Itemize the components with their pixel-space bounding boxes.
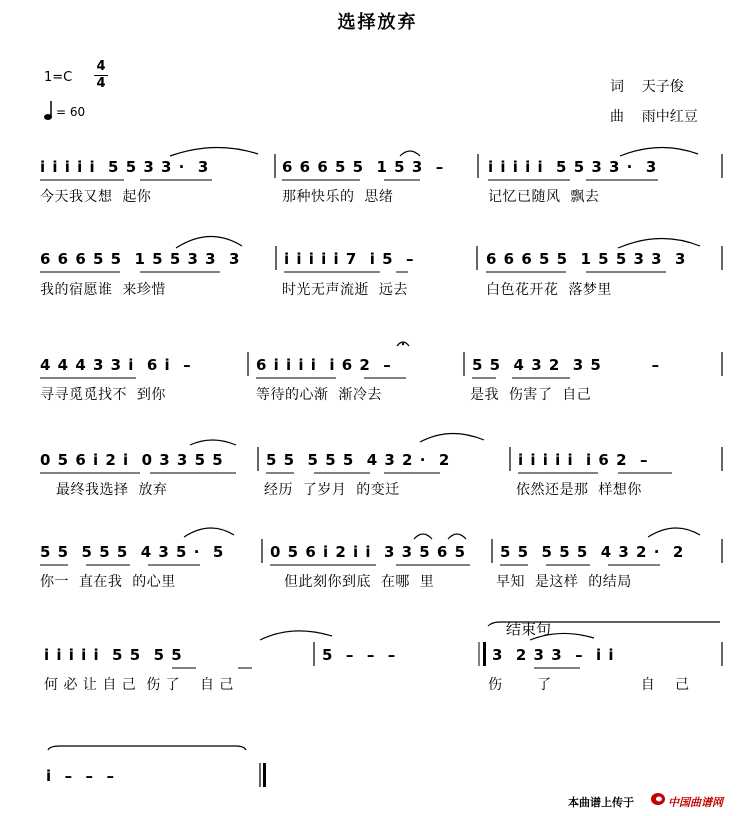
footer-brand: 中国曲谱网	[668, 796, 723, 809]
time-signature-bottom: 4	[96, 76, 106, 91]
notes-row3-bar3: 5 5 4 3 2 3 5 –	[472, 356, 661, 374]
notes-row3-bar1: 4 4 4 3 3 i 6 i –	[40, 356, 192, 374]
notes-row5-bar3: 5 5 5 5 5 4 3 2 · 2	[500, 543, 685, 561]
time-signature-top: 4	[96, 59, 106, 74]
slur	[448, 534, 466, 539]
slur	[620, 147, 698, 156]
lyrics-row5-bar1: 你一 直在我 的心里	[40, 574, 176, 590]
notes-row5-bar1: 5 5 5 5 5 4 3 5 · 5	[40, 543, 225, 561]
lyrics-row1-bar1: 今天我又想 起你	[40, 189, 152, 205]
lyrics-row4-bar3: 依然还是那 样想你	[516, 482, 642, 498]
lyrics-row1-bar2: 那种快乐的 思绪	[282, 189, 394, 205]
lyrics-row5-bar2: 但此刻你到底 在哪 里	[284, 574, 435, 590]
score-title: 选择放弃	[337, 12, 418, 33]
notes-row1-bar2: 6 6 6 5 5 1 5 3 –	[282, 158, 445, 176]
slur	[176, 236, 242, 248]
lyrics-row6-bar3: 伤 了 自 己	[488, 677, 690, 693]
key-signature: 1=C	[44, 70, 73, 85]
notes-row6-bar1: i i i i i 5 5 5 5	[44, 646, 183, 664]
lyrics-row1-bar3: 记忆已随风 飘去	[488, 189, 600, 205]
notes-row4-bar2: 5 5 5 5 5 4 3 2 · 2	[266, 451, 451, 469]
notes-row2-bar1: 6 6 6 5 5 1 5 5 3 3 3	[40, 250, 241, 268]
lyrics-row2-bar3: 白色花开花 落梦里	[486, 282, 612, 298]
slur	[170, 147, 258, 156]
composer-credit: 曲 雨中红豆	[610, 109, 698, 125]
notes-row2-bar3: 6 6 6 5 5 1 5 5 3 3 3	[486, 250, 687, 268]
notes-row4-bar1: 0 5 6 i 2 i 0 3 3 5 5	[40, 451, 224, 469]
ending-label: 结束句	[506, 620, 552, 638]
lyrics-row4-bar1: 最终我选择 放弃	[56, 482, 168, 498]
fermata-dot	[402, 343, 404, 345]
slur	[184, 528, 234, 537]
notes-row6-bar3: 3 2 3 3 – i i	[492, 646, 615, 664]
slur	[648, 528, 700, 537]
notes-row1-bar3: i i i i i 5 5 3 3 · 3	[488, 158, 658, 176]
slur	[414, 534, 432, 539]
lyrics-row6-bar1: 何 必 让 自 己 伤 了 自 己	[44, 677, 234, 693]
lyricist-credit: 词 天子俊	[610, 79, 684, 95]
notes-row1-bar1: i i i i i 5 5 3 3 · 3	[40, 158, 210, 176]
slur	[48, 746, 246, 750]
notes-row2-bar2: i i i i i 7 i 5 –	[284, 250, 415, 268]
lyrics-row5-bar3: 早知 是这样 的结局	[496, 574, 632, 590]
lyrics-row3-bar2: 等待的心渐 渐冷去	[256, 387, 382, 403]
lyrics-row2-bar1: 我的宿愿谁 来珍惜	[40, 282, 166, 298]
notes-row7-bar1: i – – –	[46, 767, 115, 785]
lyrics-row2-bar2: 时光无声流逝 远去	[282, 282, 408, 298]
lyrics-row3-bar1: 寻寻觅觅找不 到你	[40, 387, 166, 403]
notes-row4-bar3: i i i i i i 6 2 –	[518, 451, 649, 469]
notes-row5-bar2: 0 5 6 i 2 i i 3 3 5 6 5	[270, 543, 467, 561]
notes-row3-bar2: 6 i i i i i 6 2 –	[256, 356, 392, 374]
slur	[530, 633, 594, 640]
footer-upload-text: 本曲谱上传于	[568, 796, 634, 809]
repeat-barline	[483, 642, 486, 666]
slur	[420, 433, 484, 442]
final-barline	[263, 763, 266, 787]
lyrics-row4-bar2: 经历 了岁月 的变迁	[264, 482, 400, 498]
slur	[400, 151, 420, 156]
slur	[260, 631, 332, 640]
slur	[190, 440, 236, 445]
lyrics-row3-bar3: 是我 伤害了 自己	[470, 387, 592, 403]
notes-row6-bar2: 5 – – –	[322, 646, 397, 664]
slur	[488, 622, 720, 626]
tempo-marking: = 60	[56, 105, 86, 119]
slur	[618, 238, 700, 248]
